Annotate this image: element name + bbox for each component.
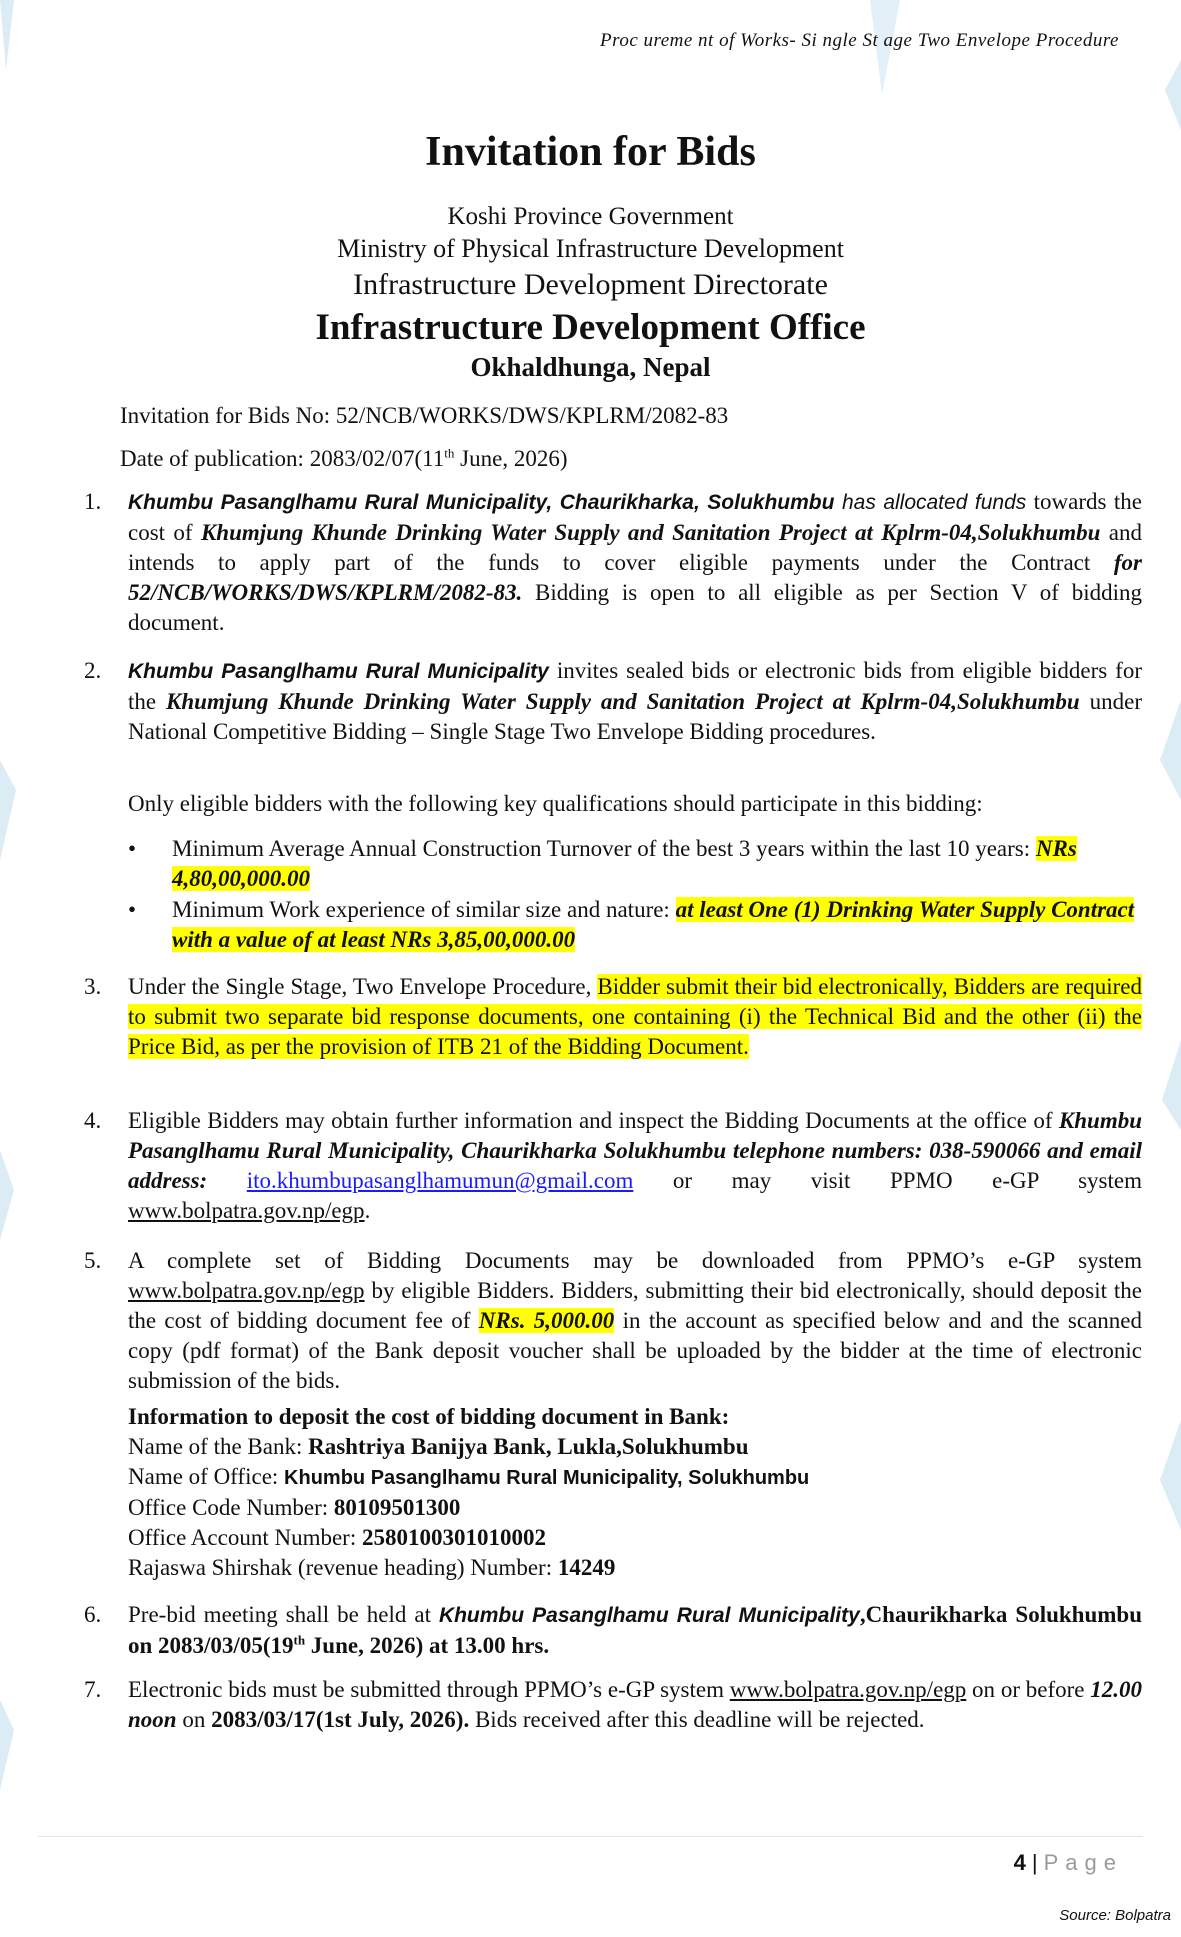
revenue-heading-row: Rajaswa Shirshak (revenue heading) Number: 14249 [128,1555,616,1580]
org-line-office: Infrastructure Development Office [315,307,866,348]
account-number-row: Office Account Number: 2580100301010002 [128,1525,546,1550]
item-number: 7. [84,1677,102,1702]
org-line-ministry: Ministry of Physical Infrastructure Development [337,234,844,263]
item-text: Under the Single Stage, Two Envelope Procedure, Bidder submit their bid electronically, Bidders are required to submit two separate bid response documents, one containing (i) the Technical Bid and the other (ii) the Price Bid, as per the provision of ITB 21 of the Bidding Document. [128,974,1143,1059]
egp-link[interactable]: www.bolpatra.gov.np/egp [128,1278,365,1303]
qualification-intro: Only eligible bidders with the following key qualifications should participate in this bidding: [128,791,983,816]
item-text: A complete set of Bidding Documents may be downloaded from PPMO’s e-GP system www.bolpatra.gov.np/egp by eligible Bidders. Bidders, submitting their bid electronically, should deposit the the cost of bidding document fee of NRs. 5,000.00 in the account as specified below and and the scanned copy (pdf format) of the Bank deposit voucher shall be uploaded by the bidder at the time of electronic submission of the bids. [128,1248,1142,1393]
egp-link[interactable]: www.bolpatra.gov.np/egp [729,1677,967,1702]
source-credit: Source: Bolpatra [1059,1907,1171,1924]
bank-info-heading: Information to deposit the cost of bidding document in Bank: [128,1404,730,1429]
org-line-directorate: Infrastructure Development Directorate [353,268,828,301]
item-text: Khumbu Pasanglhamu Rural Municipality, Chaurikharka, Solukhumbu has allocated funds towards the cost of Khumjung Khunde Drinking Water Supply and Sanitation Project at Kplrm-04,Solukhumbu and intends to apply part of the funds to cover eligible payments under the Contract for 52/NCB/WORKS/DWS/KPLRM/2082-83. Bidding is open to all eligible as per Section V of bidding document. [128,489,1142,635]
item-text: Khumbu Pasanglhamu Rural Municipality invites sealed bids or electronic bids from eligible bidders for the Khumjung Khunde Drinking Water Supply and Sanitation Project at Kplrm-04,Solukhumbu under National Competitive Bidding – Single Stage Two Envelope Bidding procedures. [128,658,1142,744]
office-name-row: Name of Office: Khumbu Pasanglhamu Rural Municipality, Solukhumbu [128,1464,810,1489]
item-text: Electronic bids must be submitted through PPMO’s e-GP system www.bolpatra.gov.np/egp on or before 12.00 noon on 2083/03/17(1st July, 2026). Bids received after this deadline will be rejected. [128,1677,1142,1732]
org-line-location: Okhaldhunga, Nepal [470,352,711,382]
document-page: Proc ureme nt of Works- Si ngle St age Two Envelope Procedure Invitation for Bids Koshi Province Government Ministry of Physical Infrastructure Development Infrastructure Development Directorate Infrastructure Development Office Okhaldhunga, Nepal Invitation for Bids No: 52/NCB/WORKS/DWS/KPLRM/2082-83 Date of publication: 2083/02/07(11th June, 2026) 1. Khumbu Pasanglhamu Rural Municipality, Chaurikharka, Solukhumbu has allocated funds towards the cost of Khumjung Khunde Drinking Water Supply and Sanitation Project at Kplrm-04,Solukhumbu and intends to apply part of the funds to cover eligible payments under the Contract for 52/NCB/WORKS/DWS/KPLRM/2082-83. Bidding is open to all eligible as per Section V of bidding document. 2. Khumbu Pasanglhamu Rural Municipality invites sealed bids or electronic bids from eligible bidders for the Khumjung Khunde Drinking Water Supply and Sanitation Project at Kplrm-04,Solukhumbu under National Competitive Bidding – Single Stage Two Envelope Bidding procedures. Only eligible bidders with the following key qualifications should participate in this bidding: • Minimum Average Annual Construction Turnover of the best 3 years within the last 10 years: NRs 4,80,00,000.00 • Minimum Work experience of similar size and nature: at least One (1) Drinking Water Supply Contract with a value of at least NRs 3,85,00,000.00 3. Under the Single Stage, Two Envelope Procedure, Bidder submit their bid electronically, Bidders are required to submit two separate bid response documents, one containing (i) the Technical Bid and the other (ii) the Price Bid, as per the provision of ITB 21 of the Bidding Document. 4. Eligible Bidders may obtain further information and inspect the Bidding Documents at the office of Khumbu Pasanglhamu Rural Municipality, Chaurikharka Solukhumbu telephone numbers: 038-590066 and email address: ito.khumbupasanglhamumun@gmail.com or may visit PPMO e-GP system www.bolpatra.gov.np/egp. 5. A complete set of Bidding Documents may be downloaded from PPMO’s e-GP system www.bolpatra.gov.np/egp by eligible Bidders. Bidders, submitting their bid electronically, should deposit the the cost of bidding document fee of NRs. 5,000.00 in the account as specified below and and the scanned copy (pdf format) of the Bank deposit voucher shall be uploaded by the bidder at the time of electronic submission of the bids. Information to deposit the cost of bidding document in Bank: Name of the Bank: Rashtriya Banijya Bank, Lukla,Solukhumbu Name of Office: Khumbu Pasanglhamu Rural Municipality, Solukhumbu Office Code Number: 80109501300 Office Account Number: 2580100301010002 Rajaswa Shirshak (revenue heading) Number: 14249 6. Pre-bid meeting shall be held at Khumbu Pasanglhamu Rural Municipality,Chaurikharka Solukhumbu on 2083/03/05(19th June, 2026) at 13.00 hrs. 7. Electronic bids must be submitted through PPMO’s e-GP system www.bolpatra.gov.np/egp on or before 12.00 noon on 2083/03/17(1st July, 2026). Bids received after this deadline will be rejected. 4 | Page Source: Bolpatra [0,0,1181,1937]
item-number: 1. [84,489,102,514]
egp-link[interactable]: www.bolpatra.gov.np/egp [128,1198,365,1223]
item-number: 5. [84,1248,102,1273]
bank-name-row: Name of the Bank: Rashtriya Banijya Bank, Lukla,Solukhumbu [128,1434,749,1459]
org-line-government: Koshi Province Government [447,203,734,230]
page-number: 4 | Page [1013,1850,1123,1875]
item-number: 3. [84,974,102,999]
item-number: 4. [84,1108,102,1133]
running-header: Proc ureme nt of Works- Si ngle St age Two Envelope Procedure [600,30,1119,51]
item-number: 6. [84,1602,102,1627]
item-number: 2. [84,658,102,683]
item-text: Eligible Bidders may obtain further information and inspect the Bidding Documents at the office of Khumbu Pasanglhamu Rural Municipality, Chaurikharka Solukhumbu telephone numbers: 038-590066 and email address: ito.khumbupasanglhamumun@gmail.com or may visit PPMO e-GP system www.bolpatra.gov.np/egp. [128,1108,1142,1223]
ifb-number: Invitation for Bids No: 52/NCB/WORKS/DWS/KPLRM/2082-83 [120,403,729,428]
footer-divider [38,1836,1143,1837]
office-code-row: Office Code Number: 80109501300 [128,1495,461,1520]
item-text: Pre-bid meeting shall be held at Khumbu Pasanglhamu Rural Municipality,Chaurikharka Solukhumbu on 2083/03/05(19th June, 2026) at 13.00 hrs. [128,1602,1142,1658]
bank-info-block [128,1402,1142,1583]
publication-date: Date of publication: 2083/02/07(11th June, 2026) [120,445,568,471]
page-title: Invitation for Bids [425,129,756,175]
email-link[interactable]: ito.khumbupasanglhamumun@gmail.com [246,1168,634,1193]
